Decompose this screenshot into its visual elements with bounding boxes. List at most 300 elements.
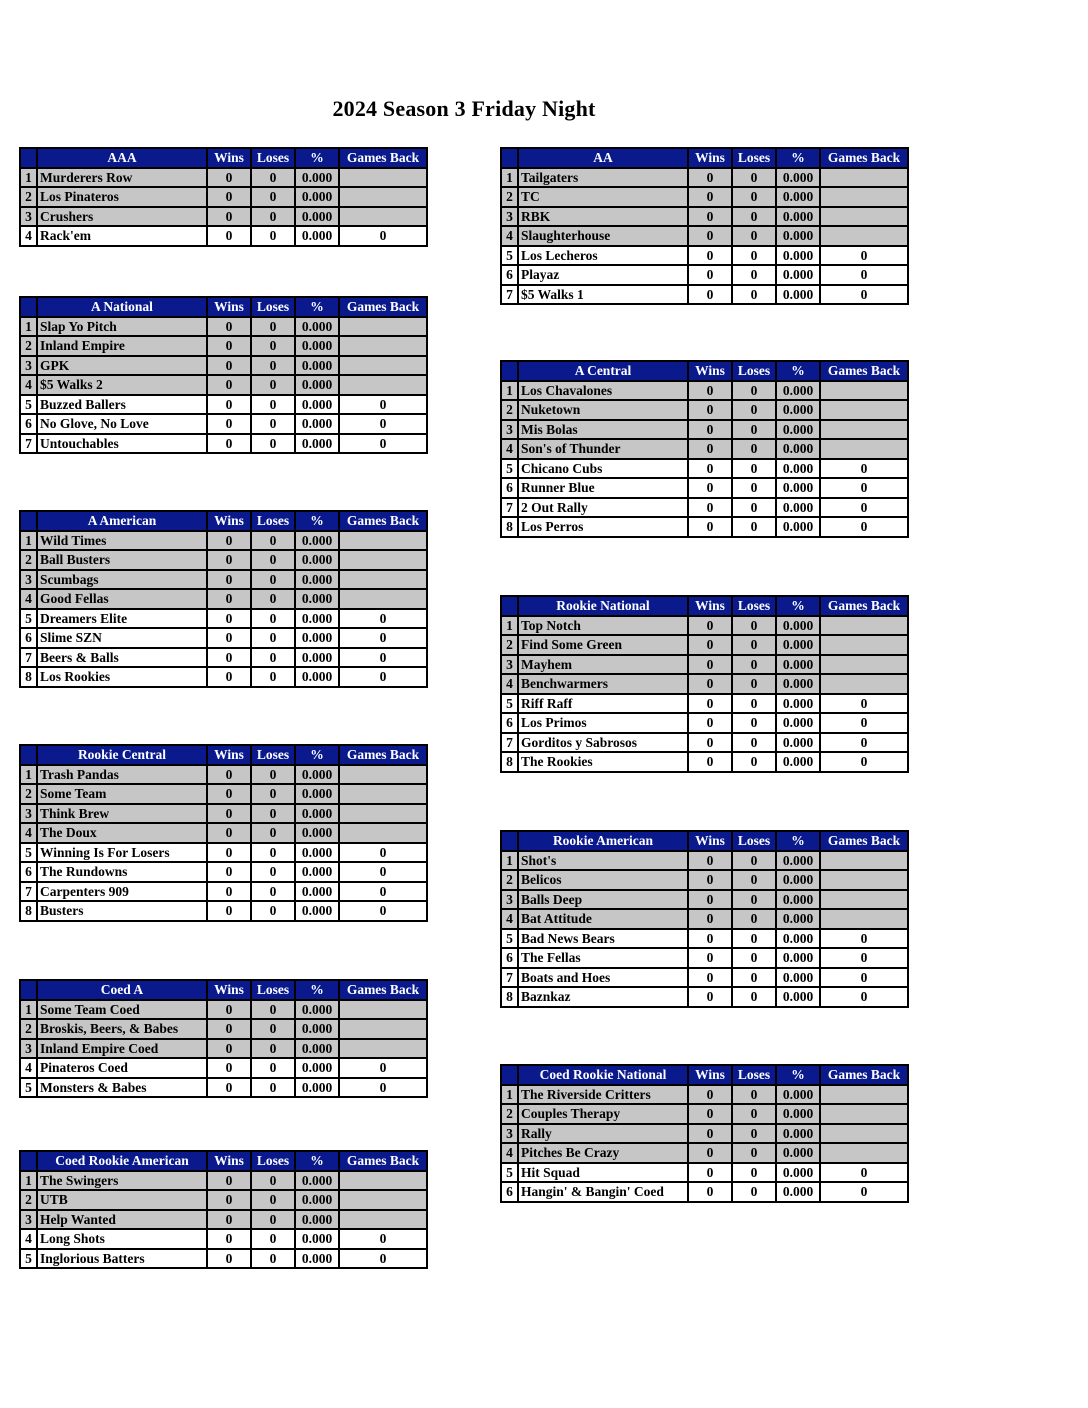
team-name: Wild Times (37, 531, 207, 551)
rank-cell: 1 (20, 765, 37, 785)
wins-cell: 0 (207, 395, 251, 415)
pct-cell: 0.000 (295, 207, 339, 227)
loses-cell: 0 (251, 1039, 295, 1059)
rank-cell: 2 (20, 550, 37, 570)
games-back-cell: 0 (339, 882, 427, 902)
loses-cell: 0 (732, 207, 776, 227)
team-name: Winning Is For Losers (37, 843, 207, 863)
wins-cell: 0 (207, 356, 251, 376)
loses-cell: 0 (732, 478, 776, 498)
games-back-cell: 0 (339, 395, 427, 415)
wins-cell: 0 (207, 1039, 251, 1059)
pct-cell: 0.000 (776, 207, 820, 227)
games-back-cell (339, 589, 427, 609)
pct-header: % (295, 148, 339, 168)
wins-cell: 0 (688, 929, 732, 949)
pct-header: % (295, 980, 339, 1000)
wins-header: Wins (688, 831, 732, 851)
games-back-cell: 0 (820, 694, 908, 714)
pct-cell: 0.000 (776, 674, 820, 694)
loses-header: Loses (732, 1065, 776, 1085)
games-back-cell: 0 (339, 434, 427, 454)
rank-cell: 6 (501, 948, 518, 968)
wins-cell: 0 (207, 667, 251, 687)
rank-cell: 5 (501, 694, 518, 714)
loses-cell: 0 (251, 1019, 295, 1039)
division-name: A National (37, 297, 207, 317)
table-row (20, 648, 427, 668)
loses-cell: 0 (732, 420, 776, 440)
rank-cell: 3 (20, 356, 37, 376)
team-name: Los Chavalones (518, 381, 688, 401)
table-row (20, 207, 427, 227)
wins-cell: 0 (207, 1058, 251, 1078)
games-back-cell: 0 (339, 1058, 427, 1078)
standings-table-aa (500, 147, 909, 305)
games-back-header: Games Back (820, 1065, 908, 1085)
team-name: Slaughterhouse (518, 226, 688, 246)
team-name: Ball Busters (37, 550, 207, 570)
wins-cell: 0 (207, 550, 251, 570)
loses-header: Loses (251, 511, 295, 531)
table-row (501, 929, 908, 949)
team-name: Some Team (37, 784, 207, 804)
rank-cell: 6 (20, 628, 37, 648)
pct-cell: 0.000 (776, 851, 820, 871)
header-row (20, 1151, 427, 1171)
loses-cell: 0 (251, 226, 295, 246)
rank-cell: 3 (20, 570, 37, 590)
games-back-cell (820, 168, 908, 188)
pct-cell: 0.000 (295, 667, 339, 687)
games-back-cell (339, 765, 427, 785)
table-row (20, 667, 427, 687)
pct-cell: 0.000 (295, 1019, 339, 1039)
table-row (501, 478, 908, 498)
rank-cell: 8 (501, 752, 518, 772)
pct-cell: 0.000 (295, 226, 339, 246)
games-back-cell (820, 187, 908, 207)
rank-cell: 2 (20, 784, 37, 804)
table-row (20, 862, 427, 882)
rank-cell: 7 (501, 733, 518, 753)
loses-cell: 0 (251, 882, 295, 902)
rank-header (20, 745, 37, 765)
pct-cell: 0.000 (776, 265, 820, 285)
rank-header (20, 1151, 37, 1171)
wins-cell: 0 (207, 570, 251, 590)
games-back-cell: 0 (820, 498, 908, 518)
pct-header: % (776, 1065, 820, 1085)
pct-header: % (295, 1151, 339, 1171)
pct-cell: 0.000 (776, 890, 820, 910)
wins-cell: 0 (688, 870, 732, 890)
pct-cell: 0.000 (295, 609, 339, 629)
wins-cell: 0 (207, 1249, 251, 1269)
table-row (501, 207, 908, 227)
loses-cell: 0 (251, 1058, 295, 1078)
table-row (20, 609, 427, 629)
rank-cell: 6 (20, 862, 37, 882)
table-row (20, 1058, 427, 1078)
pct-cell: 0.000 (776, 870, 820, 890)
games-back-cell (820, 1104, 908, 1124)
table-row (20, 187, 427, 207)
pct-cell: 0.000 (295, 1171, 339, 1191)
loses-cell: 0 (251, 609, 295, 629)
rank-cell: 6 (501, 265, 518, 285)
team-name: Los Perros (518, 517, 688, 537)
table-row (501, 713, 908, 733)
rank-cell: 3 (501, 1124, 518, 1144)
games-back-cell (339, 784, 427, 804)
wins-cell: 0 (688, 1163, 732, 1183)
table-row (20, 628, 427, 648)
table-row (501, 909, 908, 929)
games-back-cell: 0 (339, 609, 427, 629)
wins-cell: 0 (688, 265, 732, 285)
header-row (501, 148, 908, 168)
table-row (20, 1171, 427, 1191)
rank-cell: 6 (20, 414, 37, 434)
pct-header: % (295, 745, 339, 765)
loses-cell: 0 (732, 752, 776, 772)
wins-cell: 0 (688, 694, 732, 714)
pct-cell: 0.000 (295, 1210, 339, 1230)
team-name: Top Notch (518, 616, 688, 636)
rank-cell: 1 (501, 616, 518, 636)
table-row (20, 395, 427, 415)
rank-cell: 2 (501, 635, 518, 655)
wins-cell: 0 (207, 628, 251, 648)
team-name: Monsters & Babes (37, 1078, 207, 1098)
team-name: Buzzed Ballers (37, 395, 207, 415)
pct-cell: 0.000 (295, 375, 339, 395)
pct-cell: 0.000 (295, 336, 339, 356)
standings-table-coed-a (19, 979, 428, 1098)
division-name: A American (37, 511, 207, 531)
wins-cell: 0 (207, 168, 251, 188)
wins-cell: 0 (207, 901, 251, 921)
loses-cell: 0 (251, 901, 295, 921)
table-row (501, 420, 908, 440)
rank-cell: 2 (501, 1104, 518, 1124)
loses-cell: 0 (251, 375, 295, 395)
table-row (20, 168, 427, 188)
table-row (20, 317, 427, 337)
games-back-cell (339, 207, 427, 227)
loses-cell: 0 (251, 1190, 295, 1210)
table-row (20, 765, 427, 785)
team-name: TC (518, 187, 688, 207)
team-name: Playaz (518, 265, 688, 285)
games-back-cell (339, 356, 427, 376)
wins-cell: 0 (207, 589, 251, 609)
loses-header: Loses (732, 596, 776, 616)
games-back-cell: 0 (820, 968, 908, 988)
loses-cell: 0 (732, 1085, 776, 1105)
table-row (501, 635, 908, 655)
pct-header: % (776, 831, 820, 851)
rank-cell: 3 (501, 655, 518, 675)
games-back-cell: 0 (339, 1078, 427, 1098)
team-name: Find Some Green (518, 635, 688, 655)
games-back-cell (339, 1000, 427, 1020)
games-back-header: Games Back (820, 831, 908, 851)
team-name: No Glove, No Love (37, 414, 207, 434)
rank-cell: 4 (501, 909, 518, 929)
rank-cell: 3 (501, 890, 518, 910)
wins-cell: 0 (688, 1143, 732, 1163)
table-row (20, 356, 427, 376)
pct-cell: 0.000 (776, 459, 820, 479)
team-name: Inland Empire (37, 336, 207, 356)
loses-cell: 0 (251, 843, 295, 863)
loses-cell: 0 (732, 851, 776, 871)
loses-cell: 0 (251, 395, 295, 415)
table-row (20, 434, 427, 454)
standings-table-rookie-central (19, 744, 428, 922)
wins-cell: 0 (207, 187, 251, 207)
games-back-header: Games Back (339, 745, 427, 765)
pct-cell: 0.000 (776, 187, 820, 207)
wins-cell: 0 (688, 713, 732, 733)
header-row (20, 297, 427, 317)
games-back-cell (820, 909, 908, 929)
loses-cell: 0 (251, 317, 295, 337)
team-name: The Riverside Critters (518, 1085, 688, 1105)
rank-cell: 2 (20, 187, 37, 207)
loses-cell: 0 (732, 968, 776, 988)
pct-cell: 0.000 (295, 1000, 339, 1020)
games-back-cell: 0 (820, 265, 908, 285)
pct-cell: 0.000 (295, 882, 339, 902)
pct-cell: 0.000 (776, 381, 820, 401)
team-name: Carpenters 909 (37, 882, 207, 902)
standings-table-coed-rookie-national (500, 1064, 909, 1203)
wins-cell: 0 (688, 616, 732, 636)
team-name: Busters (37, 901, 207, 921)
loses-cell: 0 (251, 1000, 295, 1020)
team-name: $5 Walks 2 (37, 375, 207, 395)
games-back-cell: 0 (820, 517, 908, 537)
pct-cell: 0.000 (295, 1078, 339, 1098)
wins-cell: 0 (688, 1124, 732, 1144)
games-back-cell (339, 1190, 427, 1210)
table-row (501, 987, 908, 1007)
loses-cell: 0 (732, 733, 776, 753)
games-back-cell (339, 1019, 427, 1039)
loses-header: Loses (251, 148, 295, 168)
wins-cell: 0 (688, 168, 732, 188)
wins-cell: 0 (688, 400, 732, 420)
wins-cell: 0 (207, 765, 251, 785)
pct-cell: 0.000 (295, 1249, 339, 1269)
games-back-cell (820, 635, 908, 655)
loses-header: Loses (251, 980, 295, 1000)
wins-cell: 0 (688, 752, 732, 772)
rank-cell: 2 (20, 336, 37, 356)
games-back-cell (339, 550, 427, 570)
rank-cell: 2 (501, 400, 518, 420)
games-back-cell (820, 1143, 908, 1163)
header-row (501, 1065, 908, 1085)
games-back-cell (339, 531, 427, 551)
team-name: Couples Therapy (518, 1104, 688, 1124)
rank-cell: 1 (501, 851, 518, 871)
rank-cell: 2 (20, 1190, 37, 1210)
rank-cell: 4 (20, 226, 37, 246)
loses-cell: 0 (251, 434, 295, 454)
rank-cell: 8 (501, 987, 518, 1007)
rank-header (20, 980, 37, 1000)
games-back-cell: 0 (339, 414, 427, 434)
pct-cell: 0.000 (295, 168, 339, 188)
pct-cell: 0.000 (776, 498, 820, 518)
rank-cell: 5 (501, 929, 518, 949)
loses-cell: 0 (251, 648, 295, 668)
team-name: Hangin' & Bangin' Coed (518, 1182, 688, 1202)
pct-header: % (295, 297, 339, 317)
header-row (20, 980, 427, 1000)
pct-cell: 0.000 (295, 1229, 339, 1249)
pct-cell: 0.000 (776, 655, 820, 675)
team-name: The Rookies (518, 752, 688, 772)
games-back-cell (820, 616, 908, 636)
games-back-cell: 0 (820, 987, 908, 1007)
table-row (501, 400, 908, 420)
loses-header: Loses (251, 297, 295, 317)
games-back-cell: 0 (820, 752, 908, 772)
pct-cell: 0.000 (776, 694, 820, 714)
wins-cell: 0 (207, 784, 251, 804)
pct-cell: 0.000 (776, 1104, 820, 1124)
header-row (501, 361, 908, 381)
header-row (20, 745, 427, 765)
pct-header: % (295, 511, 339, 531)
games-back-cell (820, 655, 908, 675)
loses-cell: 0 (251, 1229, 295, 1249)
wins-cell: 0 (688, 498, 732, 518)
rank-cell: 4 (20, 1229, 37, 1249)
division-name: Coed A (37, 980, 207, 1000)
wins-cell: 0 (207, 1210, 251, 1230)
table-row (20, 882, 427, 902)
games-back-cell: 0 (820, 459, 908, 479)
wins-cell: 0 (207, 1078, 251, 1098)
wins-header: Wins (207, 1151, 251, 1171)
wins-header: Wins (688, 596, 732, 616)
loses-cell: 0 (251, 667, 295, 687)
games-back-cell (339, 317, 427, 337)
table-row (501, 1124, 908, 1144)
loses-cell: 0 (732, 400, 776, 420)
rank-cell: 4 (20, 1058, 37, 1078)
standings-table-rookie-american (500, 830, 909, 1008)
wins-cell: 0 (207, 823, 251, 843)
rank-cell: 5 (20, 843, 37, 863)
table-row (20, 1229, 427, 1249)
rank-header (501, 361, 518, 381)
pct-cell: 0.000 (776, 909, 820, 929)
team-name: Long Shots (37, 1229, 207, 1249)
pct-cell: 0.000 (776, 616, 820, 636)
rank-cell: 6 (501, 1182, 518, 1202)
games-back-header: Games Back (339, 297, 427, 317)
wins-cell: 0 (688, 655, 732, 675)
team-name: Tailgaters (518, 168, 688, 188)
loses-cell: 0 (251, 1210, 295, 1230)
loses-cell: 0 (732, 1163, 776, 1183)
team-name: Son's of Thunder (518, 439, 688, 459)
pct-cell: 0.000 (776, 752, 820, 772)
team-name: Boats and Hoes (518, 968, 688, 988)
team-name: Scumbags (37, 570, 207, 590)
team-name: Rally (518, 1124, 688, 1144)
pct-cell: 0.000 (776, 420, 820, 440)
loses-cell: 0 (251, 336, 295, 356)
loses-cell: 0 (251, 804, 295, 824)
team-name: The Doux (37, 823, 207, 843)
games-back-cell (820, 674, 908, 694)
team-name: Benchwarmers (518, 674, 688, 694)
loses-cell: 0 (732, 1124, 776, 1144)
table-row (20, 414, 427, 434)
team-name: Murderers Row (37, 168, 207, 188)
rank-cell: 6 (501, 478, 518, 498)
rank-header (501, 831, 518, 851)
rank-header (501, 596, 518, 616)
loses-cell: 0 (251, 1171, 295, 1191)
games-back-cell: 0 (339, 862, 427, 882)
rank-cell: 1 (20, 531, 37, 551)
pct-cell: 0.000 (776, 1143, 820, 1163)
team-name: Think Brew (37, 804, 207, 824)
team-name: Runner Blue (518, 478, 688, 498)
pct-cell: 0.000 (295, 1190, 339, 1210)
rank-cell: 8 (20, 901, 37, 921)
standings-table-a-central (500, 360, 909, 538)
rank-cell: 5 (20, 1078, 37, 1098)
rank-cell: 7 (20, 882, 37, 902)
games-back-cell: 0 (820, 285, 908, 305)
loses-cell: 0 (732, 226, 776, 246)
wins-header: Wins (207, 745, 251, 765)
loses-cell: 0 (732, 459, 776, 479)
games-back-cell: 0 (820, 733, 908, 753)
loses-cell: 0 (251, 765, 295, 785)
pct-cell: 0.000 (295, 648, 339, 668)
loses-cell: 0 (732, 381, 776, 401)
games-back-cell: 0 (820, 713, 908, 733)
games-back-cell: 0 (339, 1249, 427, 1269)
team-name: Hit Squad (518, 1163, 688, 1183)
division-name: A Central (518, 361, 688, 381)
loses-cell: 0 (732, 674, 776, 694)
rank-cell: 5 (20, 1249, 37, 1269)
games-back-cell (820, 400, 908, 420)
rank-cell: 4 (501, 226, 518, 246)
games-back-cell (820, 1124, 908, 1144)
table-row (20, 804, 427, 824)
wins-cell: 0 (688, 381, 732, 401)
team-name: Shot's (518, 851, 688, 871)
rank-cell: 6 (501, 713, 518, 733)
table-row (20, 589, 427, 609)
header-row (20, 511, 427, 531)
pct-cell: 0.000 (776, 439, 820, 459)
rank-cell: 1 (501, 381, 518, 401)
